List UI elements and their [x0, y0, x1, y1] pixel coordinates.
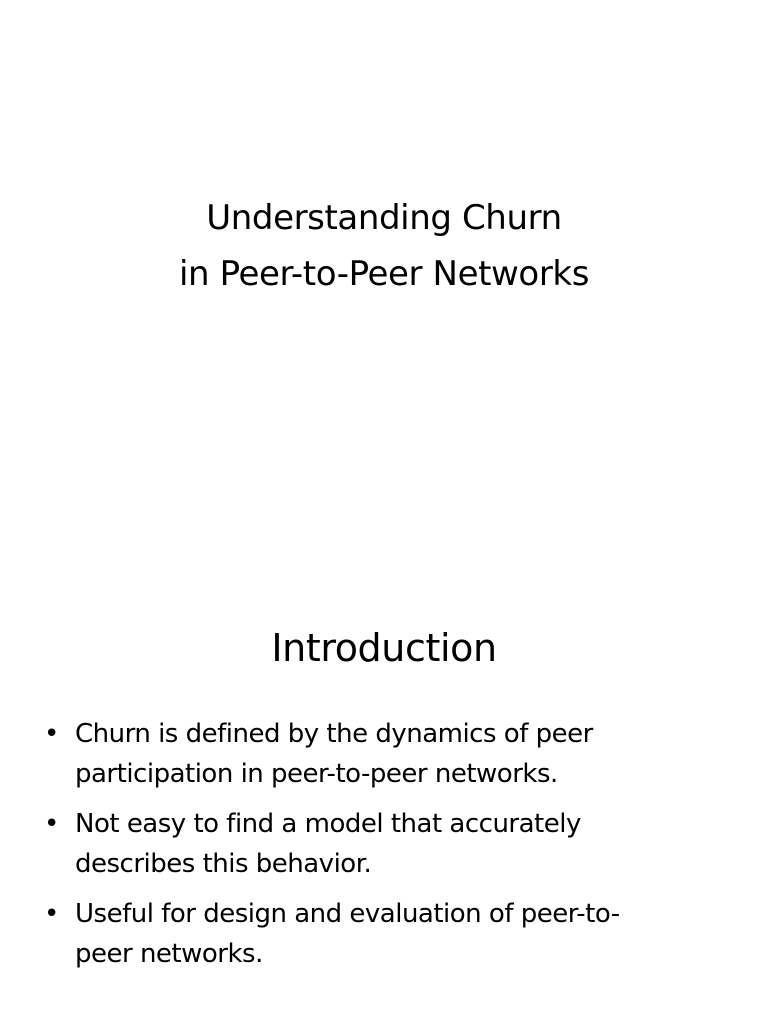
bullet-item: [44, 894, 694, 974]
bullet-text-line: peer networks.: [75, 939, 263, 969]
slide-title-line: Understanding Churn: [206, 198, 562, 238]
bullet-marker: •: [44, 719, 59, 749]
bullet-marker: •: [44, 809, 59, 839]
bullet-text-line: participation in peer-to-peer networks.: [75, 759, 558, 789]
bullet-text-line: describes this behavior.: [75, 849, 372, 879]
slide-title-line: in Peer-to-Peer Networks: [178, 254, 590, 294]
bullet-text-line: Useful for design and evaluation of peer-to-: [75, 899, 620, 929]
bullet-text-line: Churn is defined by the dynamics of peer: [75, 719, 593, 749]
bullet-list: [44, 714, 694, 984]
bullet-text-line: Not easy to find a model that accurately: [75, 809, 581, 839]
bullet-marker: •: [44, 899, 59, 929]
bullet-item: [44, 714, 694, 794]
introduction-slide: [0, 580, 768, 1024]
bullet-item: [44, 804, 694, 884]
slide-heading: Introduction: [271, 626, 497, 670]
slide-title: [0, 190, 768, 302]
